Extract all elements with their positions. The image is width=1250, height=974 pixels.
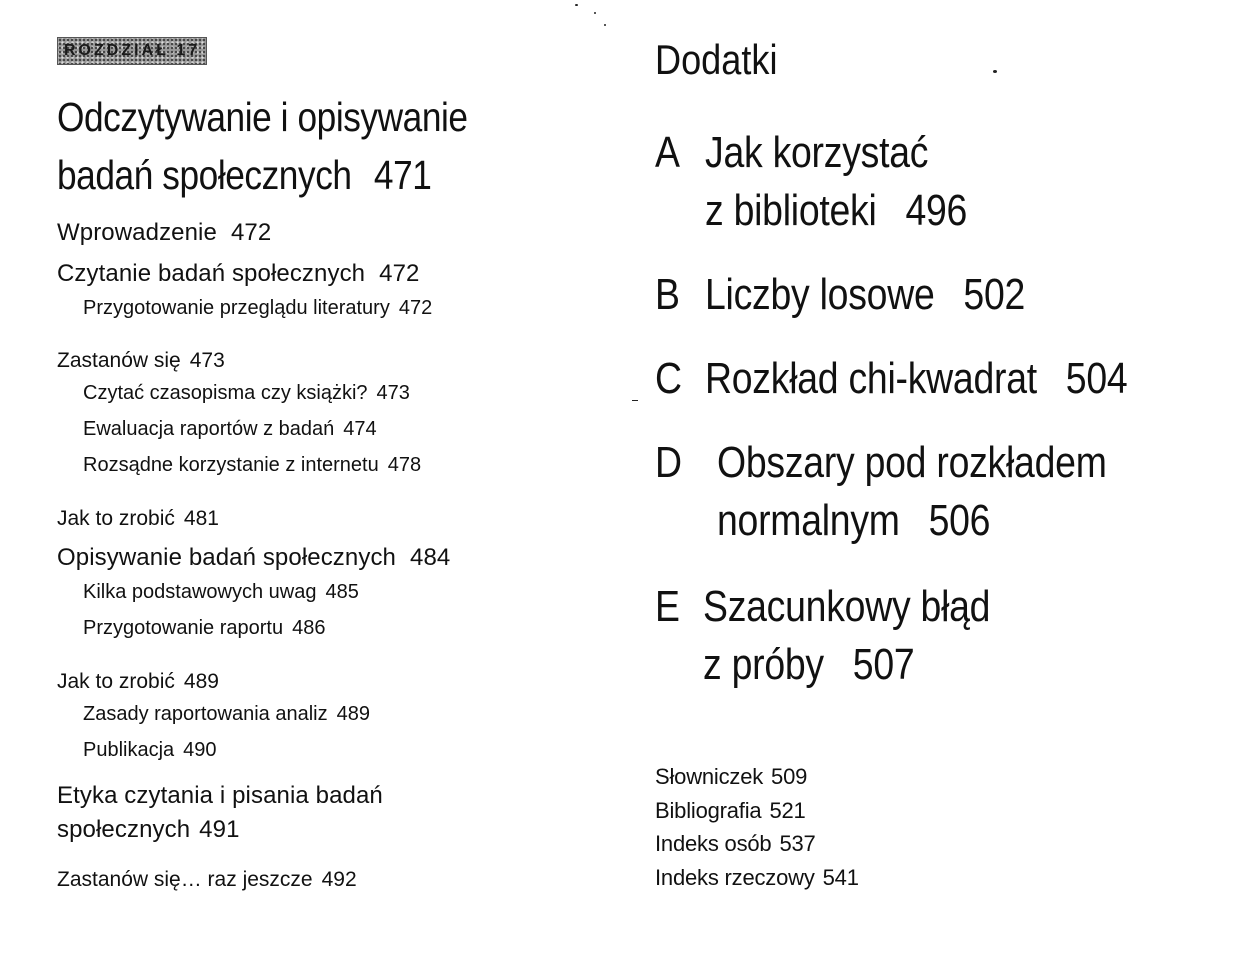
toc-entry[interactable]: Opisywanie badań społecznych 484 (57, 544, 451, 571)
toc-entry[interactable]: Ewaluacja raportów z badań 474 (83, 418, 377, 440)
page-number: 484 (410, 544, 451, 571)
chapter-title-line1: Odczytywanie i opisywanie (57, 94, 468, 140)
scan-speck (632, 400, 638, 401)
appendix-letter: D (655, 438, 682, 487)
page-number: 473 (376, 382, 410, 404)
appendix-letter: E (655, 582, 680, 631)
appendix-entry[interactable]: Obszary pod rozkładem normalnym 506 (717, 438, 1107, 545)
toc-entry[interactable]: Zastanów się 473 (57, 349, 225, 372)
toc-entry[interactable]: Jak to zrobić 489 (57, 670, 219, 693)
page-number: 490 (183, 739, 217, 761)
page-number: 504 (1065, 354, 1128, 403)
scan-speck (575, 4, 578, 6)
page-number: 492 (321, 868, 357, 891)
scan-speck (594, 12, 596, 14)
page-number: 489 (183, 670, 219, 693)
chapter-page: 471 (373, 152, 432, 198)
toc-entry[interactable]: Czytanie badań społecznych 472 (57, 260, 420, 287)
page-number: 473 (189, 349, 225, 372)
backmatter-entry[interactable]: Indeks osób 537 (655, 831, 816, 856)
backmatter-entry[interactable]: Bibliografia 521 (655, 798, 806, 823)
page-number: 506 (928, 496, 991, 545)
appendix-letter: A (655, 128, 680, 177)
toc-entry[interactable]: Wprowadzenie 472 (57, 219, 272, 246)
toc-entry[interactable]: Kilka podstawowych uwag 485 (83, 581, 359, 603)
toc-entry[interactable]: Jak to zrobić 481 (57, 507, 219, 530)
page-number: 485 (325, 581, 359, 603)
page-number: 541 (822, 865, 859, 890)
toc-entry[interactable]: Rozsądne korzystanie z internetu 478 (83, 454, 422, 476)
toc-entry[interactable]: Czytać czasopisma czy książki? 473 (83, 382, 410, 404)
chapter-title-line2: badań społecznych 471 (57, 152, 432, 198)
toc-entry[interactable]: Etyka czytania i pisania badań społecznych 491 (57, 782, 383, 843)
page-number: 478 (387, 454, 422, 476)
backmatter-entry[interactable]: Słowniczek 509 (655, 764, 808, 789)
page-number: 537 (779, 831, 816, 856)
scan-speck (604, 24, 606, 26)
appendix-entry[interactable]: Rozkład chi-kwadrat 504 (705, 354, 1128, 403)
page-number: 474 (343, 418, 377, 440)
page-number: 491 (199, 816, 240, 843)
toc-entry[interactable]: Zastanów się… raz jeszcze 492 (57, 868, 357, 891)
appendix-letter: B (655, 270, 680, 319)
page-number: 507 (852, 640, 915, 689)
page-number: 472 (379, 260, 420, 287)
appendices-title: Dodatki (655, 36, 778, 83)
page-number: 486 (292, 617, 326, 639)
page-number: 472 (398, 297, 433, 319)
appendix-entry[interactable]: Szacunkowy błąd z próby 507 (703, 582, 991, 689)
scan-speck (993, 70, 997, 73)
chapter-title (57, 88, 468, 204)
page-number: 502 (963, 270, 1026, 319)
page-number: 489 (336, 703, 370, 725)
page-number: 472 (230, 219, 272, 246)
page-number: 509 (771, 764, 808, 789)
page-number: 496 (905, 186, 968, 235)
toc-entry[interactable]: Przygotowanie przeglądu literatury 472 (83, 297, 433, 319)
appendix-entry[interactable]: Liczby losowe 502 (705, 270, 1026, 319)
appendix-entry[interactable]: Jak korzystać z biblioteki 496 (705, 128, 968, 235)
backmatter-entry[interactable]: Indeks rzeczowy 541 (655, 865, 859, 890)
toc-entry[interactable]: Publikacja 490 (83, 739, 217, 761)
appendix-letter: C (655, 354, 682, 403)
toc-entry[interactable]: Przygotowanie raportu 486 (83, 617, 326, 639)
page-number: 481 (183, 507, 219, 530)
toc-entry[interactable]: Zasady raportowania analiz 489 (83, 703, 370, 725)
page-number: 521 (769, 798, 806, 823)
chapter-label: ROZDZIAŁ 17 (57, 37, 207, 65)
